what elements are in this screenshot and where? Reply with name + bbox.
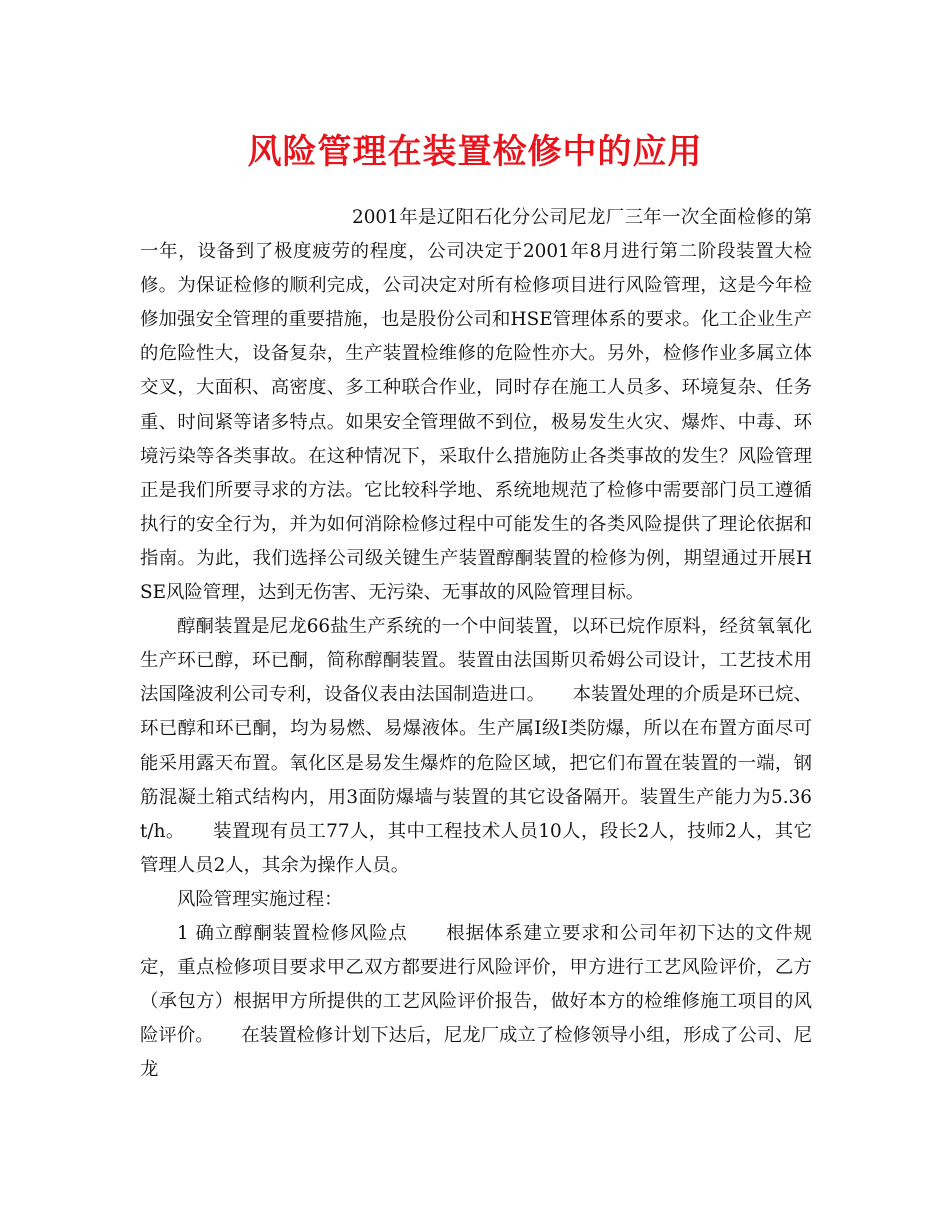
document-title: 风险管理在装置检修中的应用 (247, 132, 703, 172)
document-body (140, 201, 812, 1087)
paragraph-unit-description: 醇酮装置是尼龙66盐生产系统的一个中间装置，以环已烷作原料，经贫氧氧化生产环已醇，环已酮，简称醇酮装置。装置由法国斯贝希姆公司设计，工艺技术用法国隆波利公司专利，设备仪表由法国制造进口。 本装置处理的介质是环已烷、环已醇和环已酮，均为易燃、易爆液体。生产属Ⅰ级Ⅰ类防爆，所以在布置方面尽可能采用露天布置。氧化区是易发生爆炸的危险区域，把它们布置在装置的一端，钢筋混凝土箱式结构内，用3面防爆墙与装置的其它设备隔开。装置生产能力为5.36t/h。 装置现有员工77人，其中工程技术人员10人，段长2人，技师2人，其它管理人员2人，其余为操作人员。 (140, 616, 812, 876)
paragraph-process-heading: 风险管理实施过程： (177, 888, 343, 910)
paragraph-risk-points: 1 确立醇酮装置检修风险点 根据体系建立要求和公司年初下达的文件规定，重点检修项目要求甲乙双方都要进行风险评价，甲方进行工艺风险评价，乙方（承包方）根据甲方所提供的工艺风险评价报告，做好本方的检维修施工项目的风险评价。 在装置检修计划下达后，尼龙厂成立了检修领导小组，形成了公司、尼龙 (140, 922, 812, 1081)
paragraph-intro: 2001年是辽阳石化分公司尼龙厂三年一次全面检修的第一年，设备到了极度疲劳的程度，公司决定于2001年8月进行第二阶段装置大检修。为保证检修的顺利完成，公司决定对所有检修项目进行风险管理，这是今年检修加强安全管理的重要措施，也是股份公司和HSE管理体系的要求。化工企业生产的危险性大，设备复杂，生产装置检维修的危险性亦大。另外，检修作业多属立体交叉，大面积、高密度、多工种联合作业，同时存在施工人员多、环境复杂、任务重、时间紧等诸多特点。如果安全管理做不到位，极易发生火灾、爆炸、中毒、环境污染等各类事故。在这种情况下，采取什么措施防止各类事故的发生？风险管理正是我们所要寻求的方法。它比较科学地、系统地规范了检修中需要部门员工遵循执行的安全行为，并为如何消除检修过程中可能发生的各类风险提供了理论依据和指南。为此，我们选择公司级关键生产装置醇酮装置的检修为例，期望通过开展HSE风险管理，达到无伤害、无污染、无事故的风险管理目标。 (140, 207, 812, 604)
